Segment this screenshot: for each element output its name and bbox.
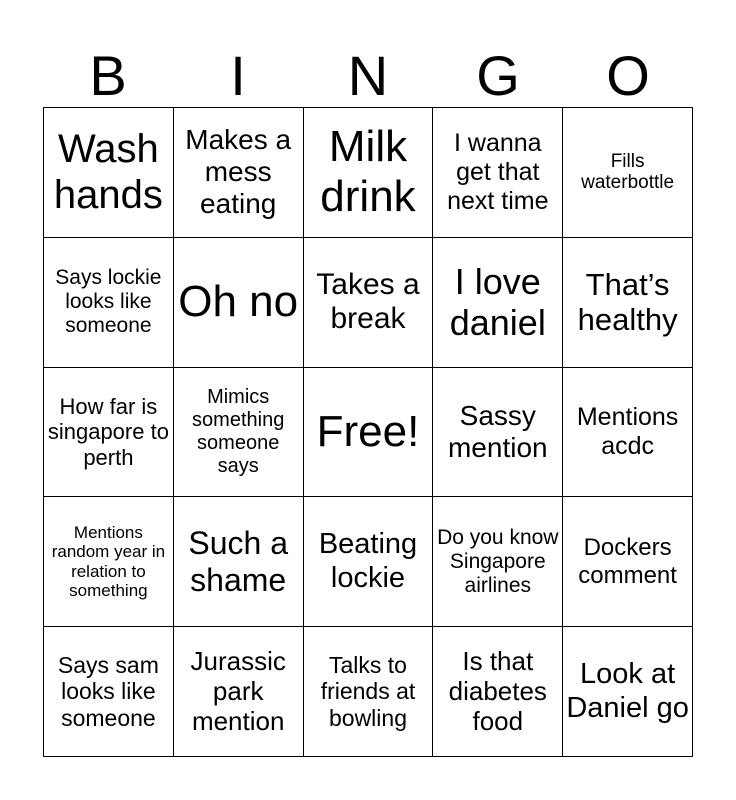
- header-letter-g: G: [476, 44, 520, 107]
- bingo-cell[interactable]: [433, 108, 563, 238]
- bingo-cell-text: Oh no: [178, 276, 299, 326]
- bingo-cell-text: That’s healthy: [577, 266, 678, 338]
- bingo-cell[interactable]: [563, 627, 693, 757]
- header-letter-i: I: [230, 44, 246, 107]
- bingo-cell[interactable]: [44, 627, 174, 757]
- bingo-cell[interactable]: [44, 238, 174, 368]
- bingo-board: [43, 107, 693, 757]
- bingo-cell-text: I love daniel: [449, 260, 546, 344]
- bingo-cell-text: I wanna get that next time: [447, 129, 549, 215]
- bingo-cell-text: Milk drink: [320, 121, 416, 222]
- bingo-cell-text: Free!: [316, 406, 420, 456]
- bingo-cell-text: Dockers comment: [578, 534, 677, 589]
- bingo-cell[interactable]: [174, 627, 304, 757]
- bingo-cell[interactable]: [563, 497, 693, 627]
- bingo-cell[interactable]: [174, 238, 304, 368]
- bingo-cell[interactable]: [304, 627, 434, 757]
- bingo-cell[interactable]: [174, 108, 304, 238]
- bingo-cell[interactable]: [174, 368, 304, 498]
- bingo-cell-text: Makes a mess eating: [185, 124, 292, 220]
- bingo-cell[interactable]: [44, 497, 174, 627]
- bingo-cell[interactable]: [44, 108, 174, 238]
- bingo-cell-text: Beating lockie: [318, 528, 418, 594]
- bingo-cell-text: Is that diabetes food: [448, 645, 547, 736]
- bingo-cell[interactable]: [174, 497, 304, 627]
- bingo-cell[interactable]: [433, 627, 563, 757]
- bingo-cell-text: Do you know Singapore airlines: [437, 525, 559, 597]
- bingo-cell-text: Such a shame: [188, 524, 288, 598]
- bingo-cell[interactable]: [304, 368, 434, 498]
- bingo-cell-text: Says lockie looks like someone: [55, 265, 162, 338]
- bingo-cell-text: Jurassic park mention: [190, 645, 286, 736]
- bingo-cell-text: Says sam looks like someone: [57, 651, 159, 731]
- bingo-cell-text: How far is singapore to perth: [47, 394, 169, 470]
- bingo-cell-text: Mimics something someone says: [192, 385, 285, 477]
- bingo-cell-text: Wash hands: [53, 127, 163, 218]
- bingo-cell[interactable]: [433, 497, 563, 627]
- bingo-cell[interactable]: [44, 368, 174, 498]
- header-letter-n: N: [347, 44, 389, 107]
- header-letter-b: B: [89, 44, 127, 107]
- bingo-cell-text: Mentions random year in relation to something: [51, 522, 166, 601]
- bingo-cell[interactable]: [563, 108, 693, 238]
- bingo-cell[interactable]: [563, 368, 693, 498]
- bingo-cell[interactable]: [304, 497, 434, 627]
- bingo-cell-text: Sassy mention: [447, 399, 548, 463]
- bingo-cell[interactable]: [433, 368, 563, 498]
- bingo-cell[interactable]: [433, 238, 563, 368]
- bingo-cell[interactable]: [563, 238, 693, 368]
- bingo-cell-text: Fills waterbottle: [581, 150, 675, 194]
- header-letter-o: O: [606, 44, 650, 107]
- bingo-cell-text: Takes a break: [316, 267, 420, 336]
- bingo-cell-text: Mentions acdc: [576, 403, 679, 460]
- bingo-cell-text: Talks to friends at bowling: [320, 651, 416, 731]
- bingo-header: [43, 44, 693, 108]
- bingo-cell[interactable]: [304, 108, 434, 238]
- bingo-cell[interactable]: [304, 238, 434, 368]
- bingo-cell-text: Look at Daniel go: [566, 658, 689, 724]
